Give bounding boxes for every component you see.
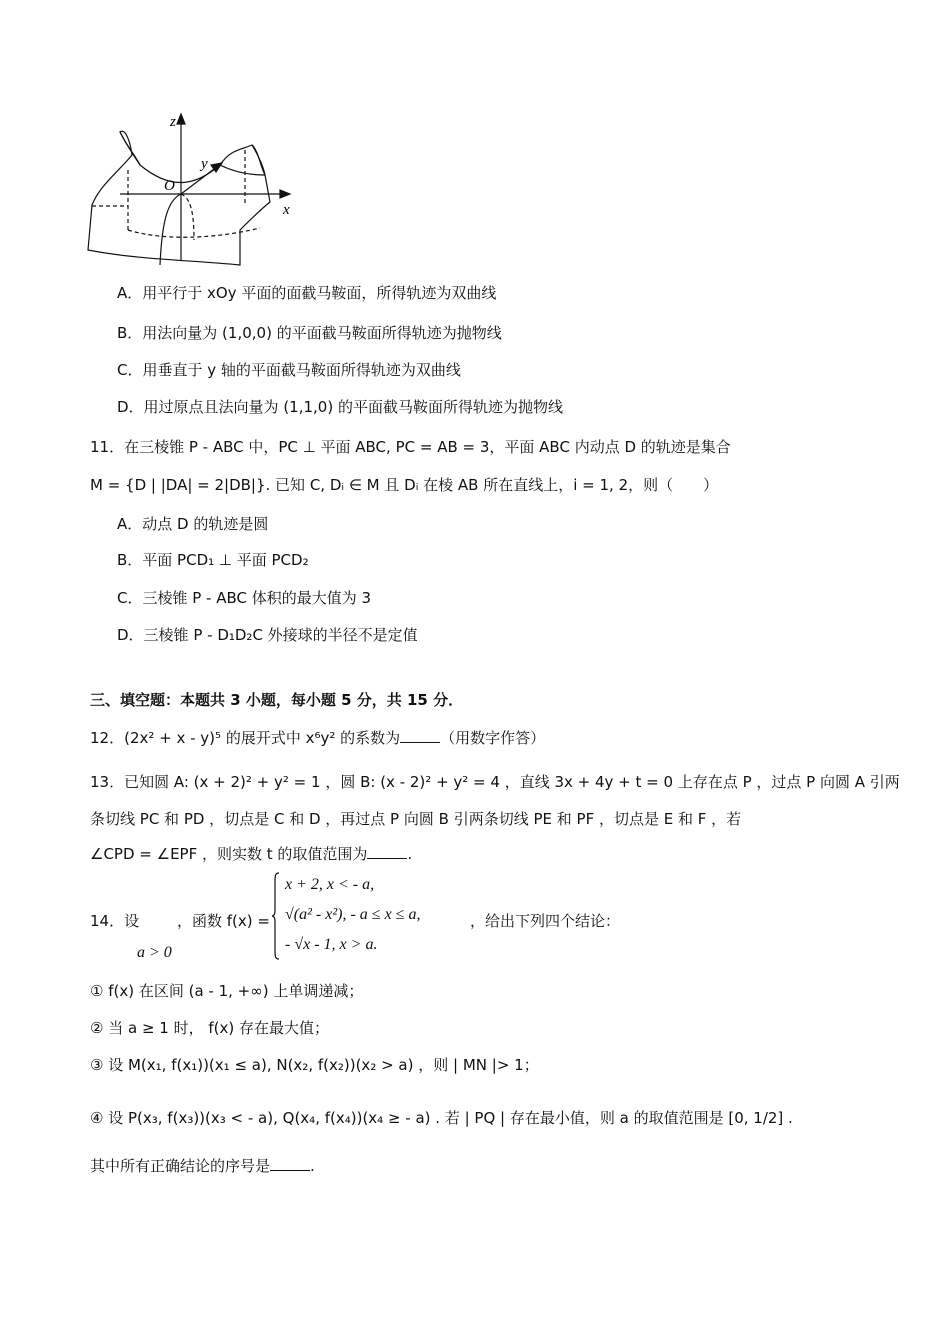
z-axis-arrow — [177, 114, 185, 124]
q10-option-d: D．用过原点且法向量为 (1,1,0) 的平面截马鞍面所得轨迹为抛物线 — [117, 398, 563, 416]
saddle-front-curve — [160, 194, 181, 265]
q11-option-b: B．平面 PCD₁ ⊥ 平面 PCD₂ — [117, 551, 309, 569]
section3-heading: 三、填空题：本题共 3 小题，每小题 5 分，共 15 分． — [90, 691, 464, 709]
q14-label: 14．设 — [90, 912, 140, 930]
q14-case1: x + 2, x < - a, — [285, 876, 375, 893]
saddle-surface-figure — [80, 110, 300, 275]
q11-option-c: C．三棱锥 P - ABC 体积的最大值为 3 — [117, 589, 372, 607]
axis-z-label: z — [170, 114, 176, 130]
q12-tail: （用数字作答） — [440, 729, 546, 747]
q14-after: ，给出下列四个结论： — [470, 912, 621, 930]
q10-option-a: A．用平行于 xOy 平面的面截马鞍面，所得轨迹为双曲线 — [117, 284, 497, 302]
q14-case2: √(a² - x²), - a ≤ x ≤ a, — [285, 906, 421, 923]
q13-line2: 条切线 PC 和 PD ，切点是 C 和 D ，再过点 P 向圆 B 引两条切线 PE 和 PF ，切点是 E 和 F ，若 — [90, 810, 742, 828]
q14-condition: a > 0 — [137, 944, 172, 961]
q11-line2: M = {D | |DA| = 2|DB|}. 已知 C, Dᵢ ∈ M 且 Dᵢ 在棱 AB 所在直线上，i = 1, 2，则（ ） — [90, 476, 719, 494]
q11-line1: 11．在三棱锥 P - ABC 中，PC ⊥ 平面 ABC, PC = AB = 3，平面 ABC 内动点 D 的轨迹是集合 — [90, 438, 731, 456]
piecewise-brace — [272, 872, 280, 960]
q11-option-d: D．三棱锥 P - D₁D₂C 外接球的半径不是定值 — [117, 626, 418, 644]
q14-conclusion-2: ② 当 a ≥ 1 时， f(x) 存在最大值； — [90, 1019, 329, 1037]
q13-line3-end: . — [407, 845, 413, 863]
q13-answer-blank[interactable] — [367, 844, 407, 859]
q11-option-a: A．动点 D 的轨迹是圆 — [117, 515, 269, 533]
q14-final-end: . — [310, 1157, 315, 1175]
q14-final-line — [90, 1155, 315, 1177]
q14-case3: - √x - 1, x > a. — [285, 936, 378, 953]
q14-answer-blank[interactable] — [270, 1156, 310, 1171]
q14-final-text: 其中所有正确结论的序号是 — [90, 1157, 271, 1175]
q12-text: 12．(2x² + x - y)⁵ 的展开式中 x⁶y² 的系数为 — [90, 729, 401, 747]
q12-answer-blank[interactable] — [400, 728, 440, 743]
q14-func-prefix: ，函数 f(x) = — [177, 912, 270, 930]
q13-line3-text: ∠CPD = ∠EPF ，则实数 t 的取值范围为 — [90, 845, 368, 863]
q13-line1: 13．已知圆 A: (x + 2)² + y² = 1 ，圆 B: (x - 2)² + y² = 4 ，直线 3x + 4y + t = 0 上存在点 P ，过点 P 向圆 A 引两 — [90, 773, 900, 791]
q14-conclusion-1: ① f(x) 在区间 (a - 1, +∞) 上单调递减； — [90, 982, 364, 1000]
q12-line — [90, 727, 545, 749]
origin-label: O — [164, 178, 175, 194]
saddle-outline — [88, 131, 270, 265]
x-axis-arrow — [280, 190, 290, 198]
q10-option-b: B．用法向量为 (1,0,0) 的平面截马鞍面所得轨迹为抛物线 — [117, 324, 502, 342]
q14-conclusion-3: ③ 设 M(x₁, f(x₁))(x₁ ≤ a), N(x₂, f(x₂))(x₂ > a) ，则 | MN |> 1； — [90, 1056, 539, 1074]
q10-option-c: C．用垂直于 y 轴的平面截马鞍面所得轨迹为双曲线 — [117, 361, 461, 379]
q13-line3 — [90, 843, 412, 865]
q14-conclusion-4: ④ 设 P(x₃, f(x₃))(x₃ < - a), Q(x₄, f(x₄))(x₄ ≥ - a) . 若 | PQ | 存在最小值，则 a 的取值范围是 [0, 1/2] . — [90, 1109, 793, 1127]
axis-y-label: y — [201, 156, 208, 172]
axis-x-label: x — [283, 202, 290, 218]
